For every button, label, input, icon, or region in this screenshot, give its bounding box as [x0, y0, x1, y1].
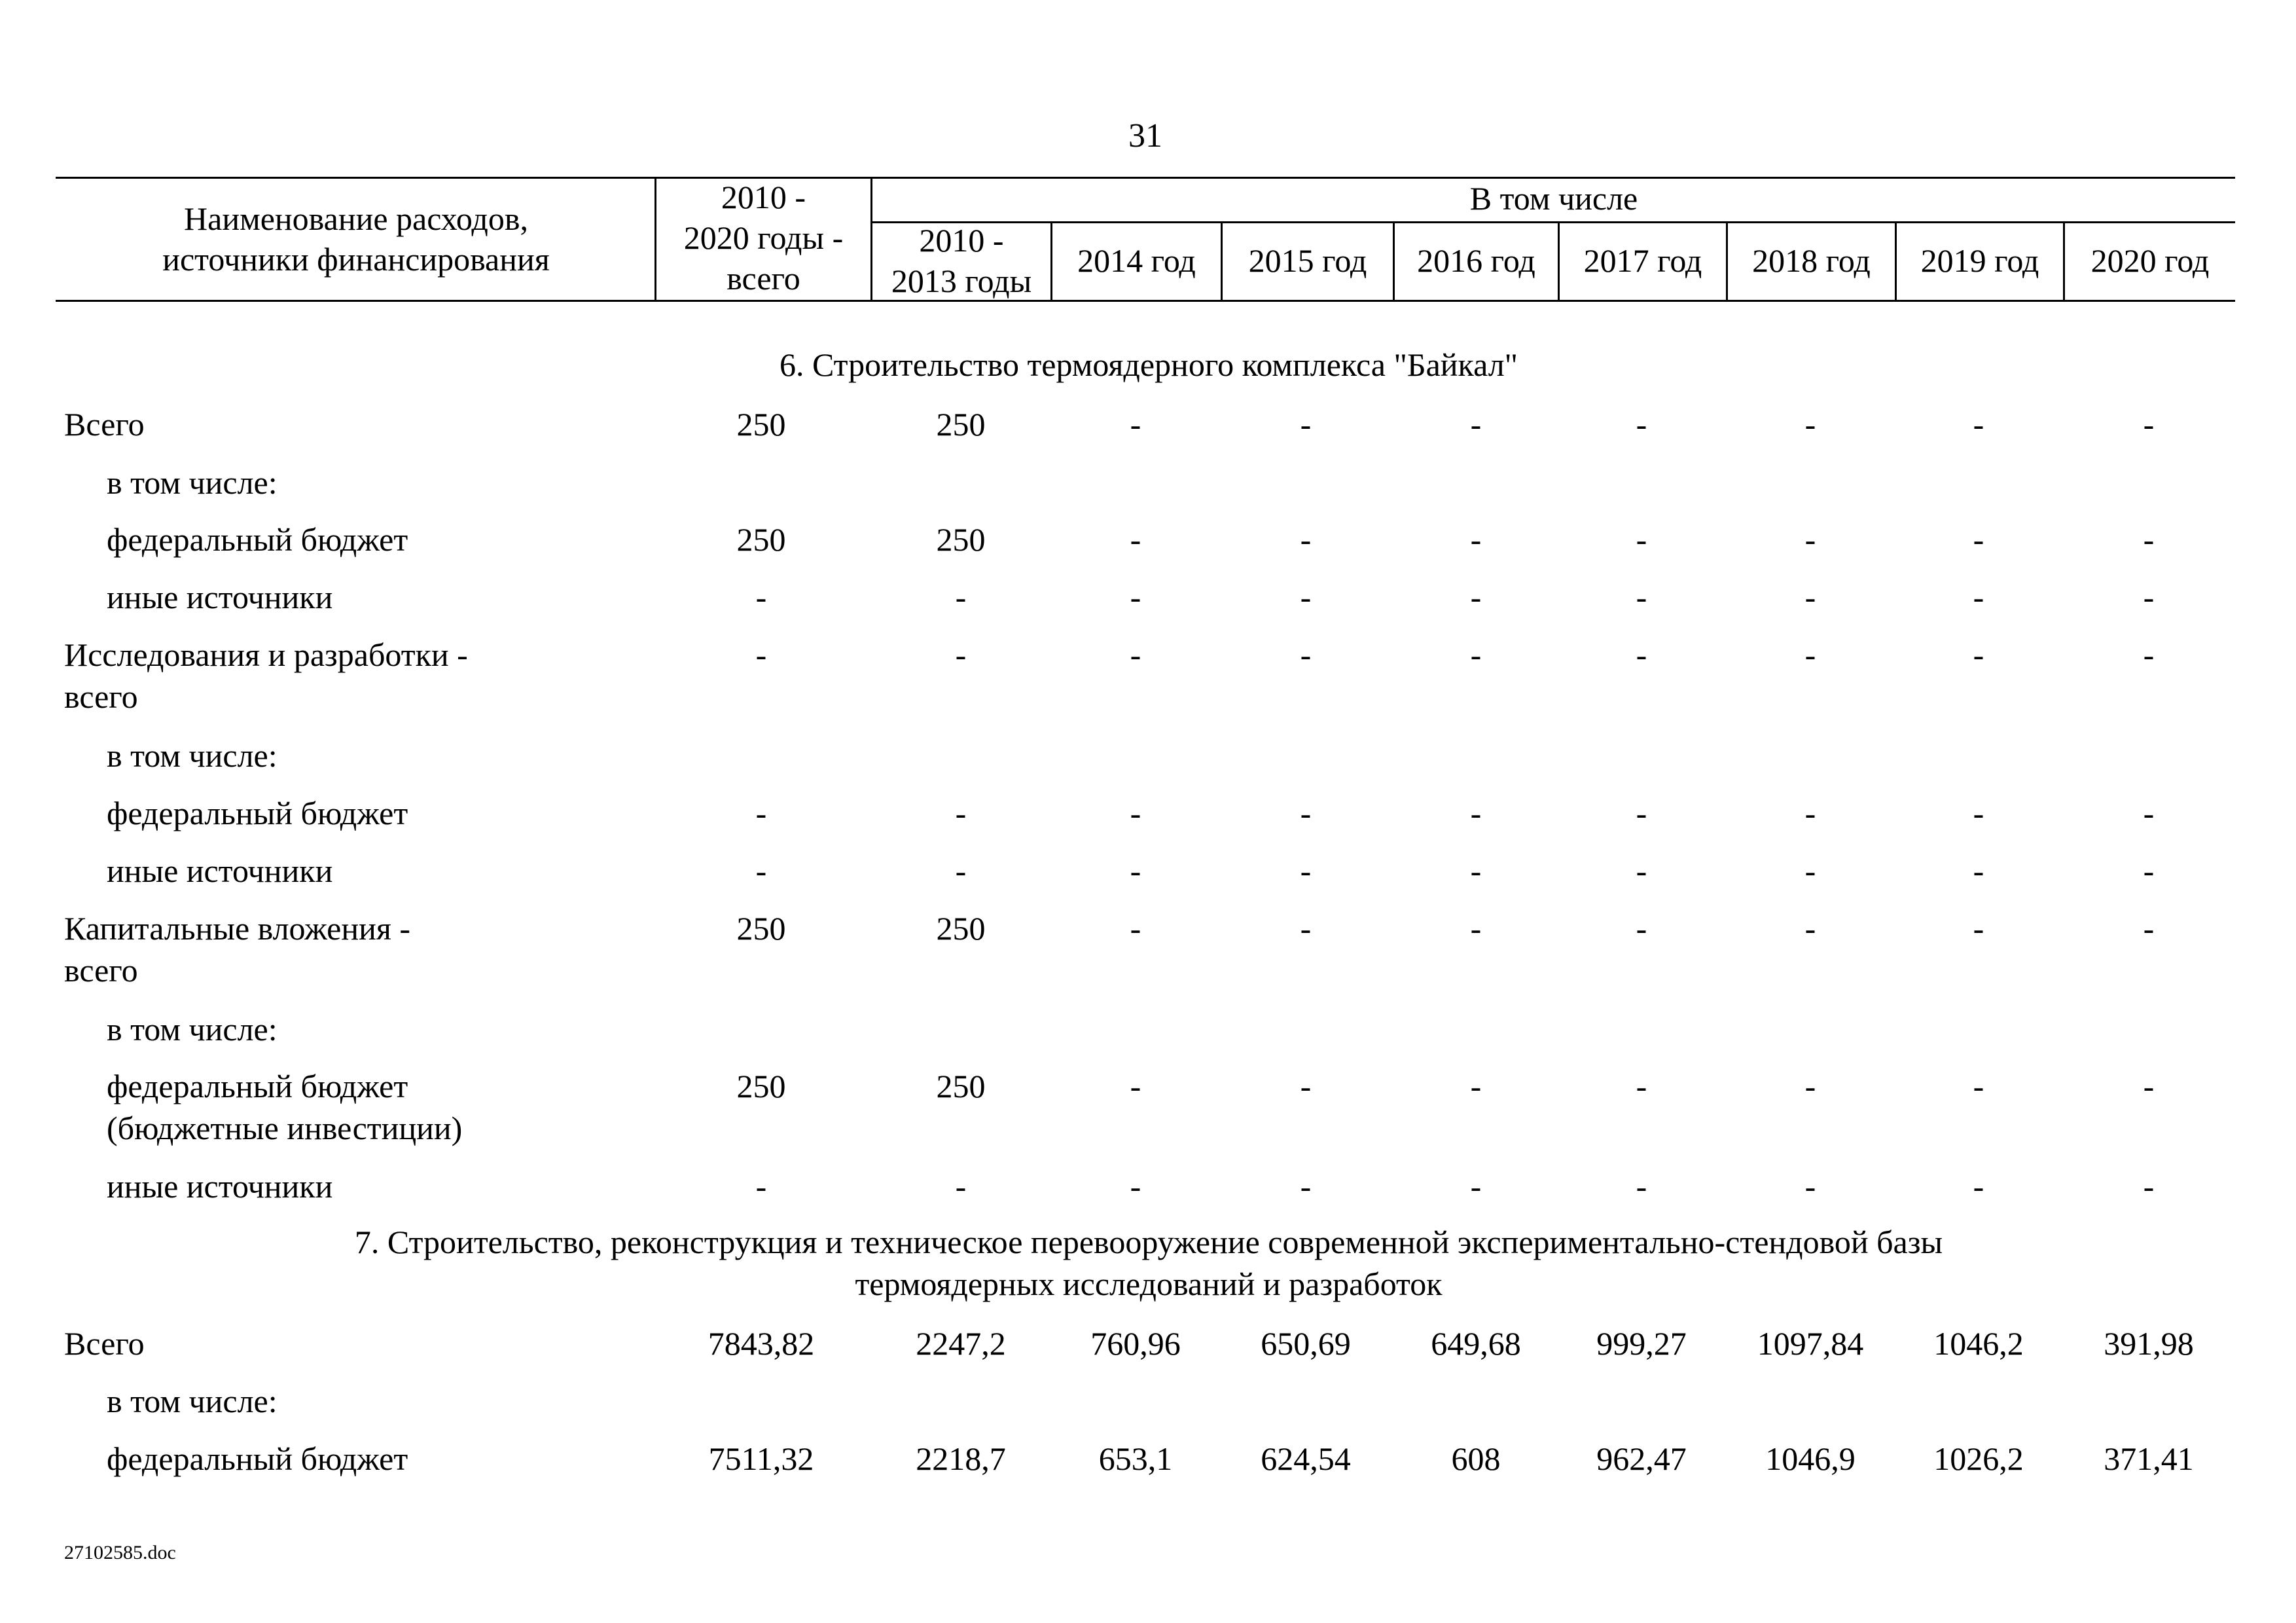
table-cell: -: [755, 636, 767, 673]
footer-filename: 27102585.doc: [64, 1542, 176, 1563]
table-cell: 7843,82: [708, 1325, 815, 1362]
header-year-2016-год: 2016 год: [1417, 242, 1535, 279]
table-cell: -: [1636, 521, 1647, 558]
table-cell: -: [1636, 579, 1647, 615]
header-name-line: Наименование расходов,: [184, 200, 528, 237]
table-cell: -: [1804, 579, 1816, 615]
header-total-line: всего: [726, 260, 800, 297]
table-cell: 1026,2: [1933, 1440, 2024, 1477]
row-label-line: в том числе:: [107, 737, 278, 774]
header-name-column: [58, 198, 655, 280]
row-label: [107, 1380, 278, 1422]
table-cell: -: [2143, 636, 2155, 673]
row-label-line: федеральный бюджет: [107, 1440, 408, 1477]
row-label-line: в том числе:: [107, 464, 278, 501]
header-year-2020-год: 2020 год: [2090, 242, 2210, 279]
table-cell: -: [1300, 1068, 1312, 1104]
table-cell: -: [1470, 795, 1482, 831]
table-cell: -: [1636, 406, 1647, 443]
table-cell: -: [1470, 636, 1482, 673]
row-label-line: федеральный бюджет: [107, 1068, 408, 1104]
table-cell: -: [1973, 1168, 1984, 1205]
row-label-line: Всего: [64, 1325, 145, 1362]
table-cell: -: [2143, 795, 2155, 831]
table-cell: -: [1470, 406, 1482, 443]
table-cell: -: [1973, 636, 1984, 673]
row-label: [107, 1008, 278, 1050]
table-cell: 250: [936, 1068, 986, 1104]
table-cell: -: [2143, 406, 2155, 443]
table-cell: -: [1300, 521, 1312, 558]
table-cell: 2247,2: [916, 1325, 1006, 1362]
table-cell: -: [1804, 1068, 1816, 1104]
table-cell: -: [1804, 636, 1816, 673]
row-label: [107, 1438, 408, 1480]
row-label-line: Исследования и разработки -: [64, 636, 468, 673]
row-label-line: иные источники: [107, 1168, 333, 1205]
table-cell: 962,47: [1596, 1440, 1687, 1477]
header-sub-first-line: 2013 годы: [891, 263, 1032, 299]
table-cell: 250: [736, 406, 786, 443]
table-cell: 250: [736, 1068, 786, 1104]
table-cell: 653,1: [1098, 1440, 1173, 1477]
table-cell: -: [1973, 579, 1984, 615]
row-label-line: иные источники: [107, 852, 333, 889]
table-cell: -: [1973, 1068, 1984, 1104]
header-total-line: 2020 годы -: [683, 219, 844, 256]
table-cell: -: [2143, 1168, 2155, 1205]
table-cell: -: [1130, 1068, 1141, 1104]
table-cell: 999,27: [1596, 1325, 1687, 1362]
table-cell: -: [2143, 521, 2155, 558]
table-cell: 371,41: [2104, 1440, 2194, 1477]
table-cell: -: [1470, 852, 1482, 889]
table-cell: 7511,32: [708, 1440, 814, 1477]
table-cell: -: [955, 852, 967, 889]
table-cell: -: [1130, 1168, 1141, 1205]
table-cell: -: [1636, 852, 1647, 889]
table-cell: -: [1130, 795, 1141, 831]
header-sub-first-line: 2010 -: [919, 222, 1004, 259]
row-label-line: в том числе:: [107, 1383, 278, 1419]
table-cell: -: [2143, 579, 2155, 615]
row-label-line: федеральный бюджет: [107, 795, 408, 831]
table-cell: -: [1130, 406, 1141, 443]
section-title-line: 6. Строительство термоядерного комплекса "Байкал": [779, 346, 1518, 383]
row-label-line: Капитальные вложения -: [64, 910, 411, 947]
table-cell: -: [955, 579, 967, 615]
table-cell: 391,98: [2104, 1325, 2194, 1362]
table-cell: -: [1130, 910, 1141, 947]
table-cell: 250: [936, 406, 986, 443]
table-cell: -: [1636, 795, 1647, 831]
table-cell: 250: [736, 910, 786, 947]
header-sub-first: [872, 220, 1050, 301]
section-title-line: 7. Строительство, реконструкция и техническое перевооружение современной экспериментально-стендовой базы: [354, 1224, 1943, 1260]
page-number: 31: [1128, 117, 1162, 155]
table-cell: -: [755, 795, 767, 831]
table-cell: -: [955, 795, 967, 831]
row-label: [107, 519, 408, 560]
row-label: [64, 1322, 145, 1364]
table-cell: 760,96: [1090, 1325, 1181, 1362]
table-cell: -: [1300, 406, 1312, 443]
table-cell: -: [2143, 852, 2155, 889]
section-title: [59, 1221, 2238, 1305]
table-cell: -: [1804, 406, 1816, 443]
row-label-line: иные источники: [107, 579, 333, 615]
table-cell: -: [1300, 795, 1312, 831]
table-cell: -: [1804, 521, 1816, 558]
table-cell: -: [1470, 521, 1482, 558]
table-cell: -: [1973, 795, 1984, 831]
table-cell: -: [955, 1168, 967, 1205]
header-year-2018-год: 2018 год: [1752, 242, 1871, 279]
row-label: [107, 576, 332, 618]
header-year-2017-год: 2017 год: [1583, 242, 1702, 279]
table-cell: 250: [936, 521, 986, 558]
table-cell: -: [2143, 1068, 2155, 1104]
table-cell: 1046,9: [1765, 1440, 1856, 1477]
row-label-line: в том числе:: [107, 1011, 278, 1048]
header-name-line: источники финансирования: [162, 241, 550, 278]
table-cell: -: [1973, 521, 1984, 558]
table-cell: -: [1636, 1068, 1647, 1104]
table-cell: -: [1973, 406, 1984, 443]
header-subdivider-rule: [870, 221, 2235, 223]
row-label: [64, 403, 145, 445]
table-cell: -: [1300, 579, 1312, 615]
section-title: [59, 344, 2238, 386]
row-label: [107, 850, 332, 892]
table-cell: 1097,84: [1757, 1325, 1864, 1362]
header-year-2014-год: 2014 год: [1077, 242, 1196, 279]
table-cell: -: [1470, 1068, 1482, 1104]
table-cell: 650,69: [1261, 1325, 1351, 1362]
table-cell: -: [1300, 910, 1312, 947]
row-label-line: всего: [64, 678, 138, 715]
header-bottom-rule: [56, 300, 2235, 302]
table-cell: -: [1470, 579, 1482, 615]
table-cell: -: [1804, 795, 1816, 831]
table-cell: -: [1470, 1168, 1482, 1205]
row-label-line: (бюджетные инвестиции): [107, 1110, 463, 1146]
table-cell: -: [955, 636, 967, 673]
header-year-2019-год: 2019 год: [1920, 242, 2039, 279]
table-cell: -: [1636, 910, 1647, 947]
row-label-line: всего: [64, 952, 138, 989]
table-cell: -: [755, 852, 767, 889]
row-label: [107, 1165, 332, 1207]
table-cell: 250: [936, 910, 986, 947]
table-cell: -: [1973, 910, 1984, 947]
row-label: [107, 792, 408, 834]
table-cell: -: [1804, 910, 1816, 947]
table-cell: -: [1300, 852, 1312, 889]
header-including: В том числе: [1469, 180, 1638, 217]
table-cell: -: [1130, 579, 1141, 615]
row-label: [64, 634, 468, 718]
header-total-column: [656, 177, 870, 299]
table-cell: -: [2143, 910, 2155, 947]
table-cell: -: [1636, 1168, 1647, 1205]
table-cell: -: [1300, 636, 1312, 673]
table-cell: -: [1130, 852, 1141, 889]
row-label: [107, 735, 278, 776]
table-cell: 624,54: [1261, 1440, 1351, 1477]
table-cell: -: [1973, 852, 1984, 889]
table-cell: -: [1130, 636, 1141, 673]
row-label-line: Всего: [64, 406, 145, 443]
header-year-2015-год: 2015 год: [1248, 242, 1367, 279]
row-label: [107, 1065, 462, 1149]
table-cell: 649,68: [1431, 1325, 1521, 1362]
table-cell: 608: [1451, 1440, 1501, 1477]
row-label: [107, 462, 278, 503]
table-cell: -: [1300, 1168, 1312, 1205]
table-cell: 2218,7: [916, 1440, 1006, 1477]
table-cell: -: [755, 1168, 767, 1205]
table-cell: 250: [736, 521, 786, 558]
table-cell: -: [1636, 636, 1647, 673]
section-title-line: термоядерных исследований и разработок: [855, 1266, 1443, 1302]
header-total-line: 2010 -: [721, 179, 806, 215]
table-cell: -: [755, 579, 767, 615]
table-cell: -: [1470, 910, 1482, 947]
table-cell: -: [1804, 852, 1816, 889]
row-label: [64, 907, 410, 991]
row-label-line: федеральный бюджет: [107, 521, 408, 558]
table-cell: -: [1130, 521, 1141, 558]
table-cell: 1046,2: [1933, 1325, 2024, 1362]
table-cell: -: [1804, 1168, 1816, 1205]
